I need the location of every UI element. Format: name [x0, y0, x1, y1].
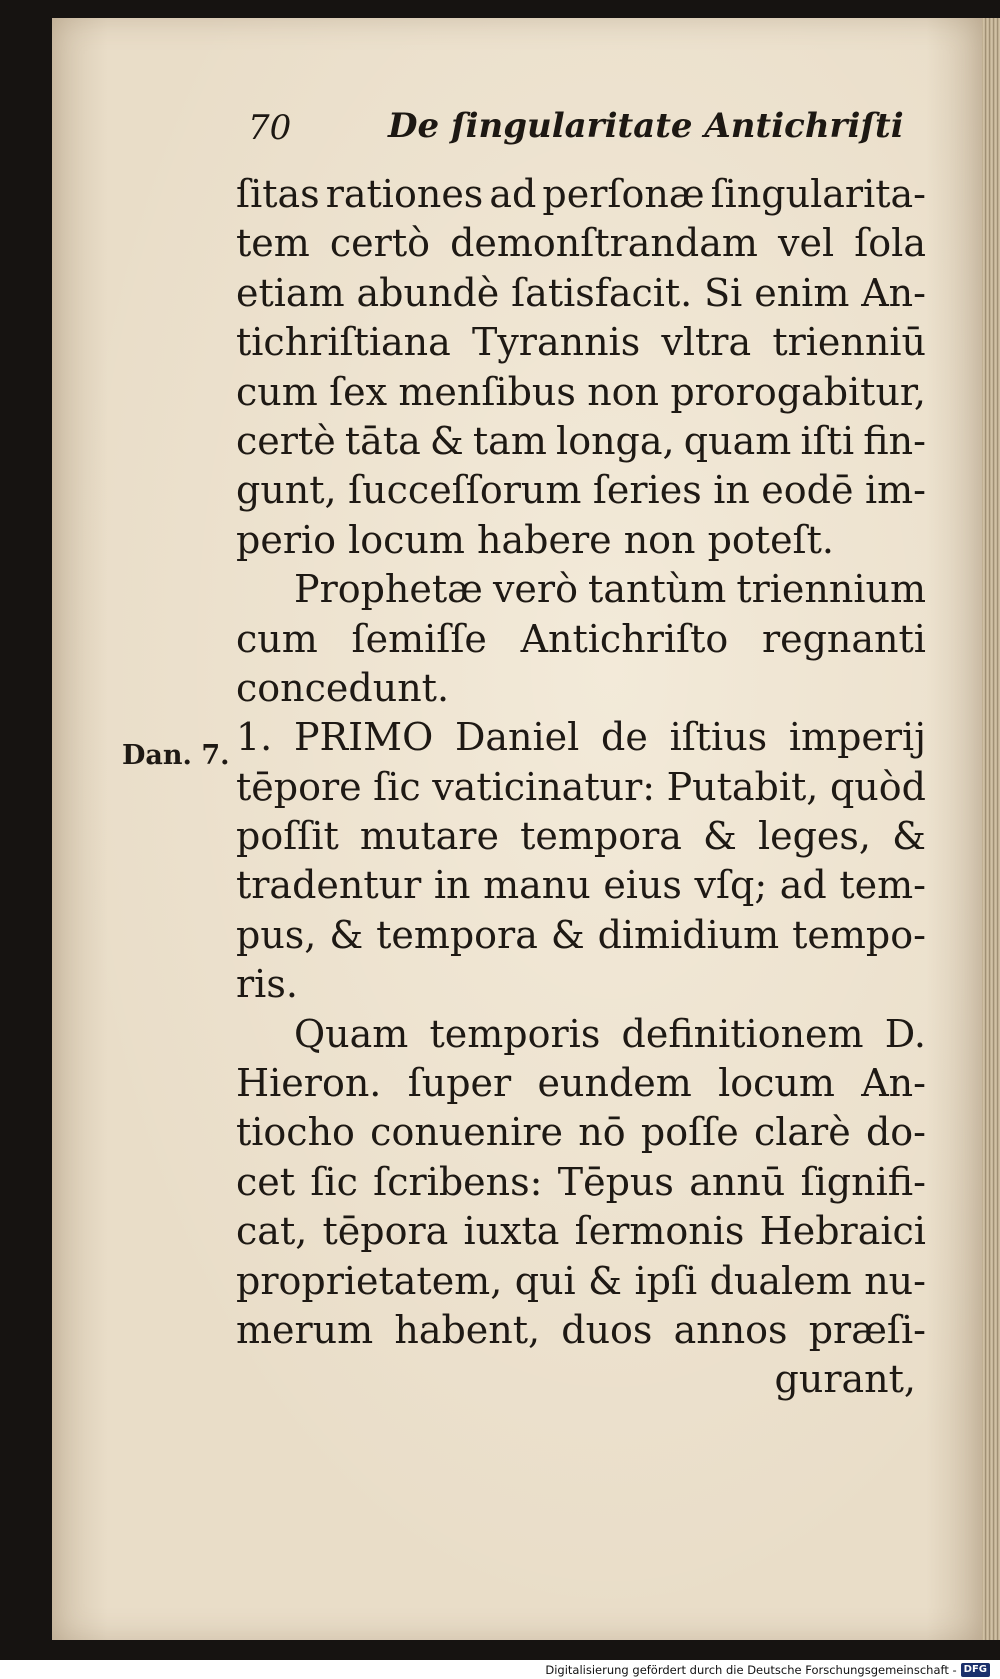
word: ſucceſſorum: [348, 468, 582, 513]
word: iſtius: [669, 715, 768, 760]
page-number: 70: [248, 108, 292, 148]
word: iſti: [800, 418, 855, 463]
word: ſola: [854, 221, 926, 266]
word: nu-: [864, 1258, 926, 1303]
word: annos: [673, 1307, 788, 1352]
word: manu: [483, 863, 591, 908]
word: tantùm: [588, 567, 727, 612]
word: eius: [603, 863, 682, 908]
word: enim: [754, 270, 850, 315]
word: abundè: [356, 270, 500, 315]
word: trienniū: [772, 320, 926, 365]
word: tem: [236, 221, 310, 266]
word: &: [550, 912, 585, 957]
word: clarè: [753, 1110, 851, 1155]
word: tēpora: [322, 1209, 449, 1254]
word: Hieron.: [236, 1061, 382, 1106]
word: ſex: [329, 369, 388, 414]
word: definitionem: [621, 1011, 864, 1056]
word: perio: [236, 517, 349, 562]
word: 1.: [236, 715, 273, 760]
text-line: [236, 960, 926, 1009]
word: fin-: [863, 418, 926, 463]
word: &: [429, 418, 464, 463]
text-line: [236, 170, 926, 219]
text-line: [236, 911, 926, 960]
word: certò: [329, 221, 430, 266]
word: temporis: [429, 1011, 601, 1056]
word: iuxta: [463, 1209, 560, 1254]
word: non: [587, 369, 660, 414]
word: Hebraici: [759, 1209, 926, 1254]
text-line: [236, 861, 926, 910]
word: ad: [779, 863, 827, 908]
word: dimidium: [597, 912, 780, 957]
word: &: [329, 912, 364, 957]
credit-text: Digitalisierung gefördert durch die Deutsche Forschungsgemeinschaft -: [545, 1663, 957, 1677]
word: demonſtrandam: [450, 221, 758, 266]
word: prorogabitur,: [670, 369, 926, 414]
word: Tēpus: [557, 1159, 674, 1204]
word: regnanti: [761, 616, 926, 661]
word: vltra: [661, 320, 752, 365]
word: tradentur: [236, 863, 422, 908]
word: qui: [514, 1258, 576, 1303]
word: cum: [236, 369, 318, 414]
text-line: [236, 368, 926, 417]
text-line: [236, 219, 926, 268]
word: merum: [236, 1307, 374, 1352]
text-line: [236, 1158, 926, 1207]
word: perſonæ: [542, 172, 705, 216]
running-title: De ſingularitate Antichriſti: [388, 106, 904, 146]
text-line: [236, 1108, 926, 1157]
word: annū: [689, 1159, 786, 1204]
text-line: [236, 812, 926, 861]
word: poſſe: [640, 1110, 739, 1155]
running-head: [248, 104, 904, 154]
word: Antichriſto: [520, 616, 729, 661]
word: duos: [561, 1307, 653, 1352]
word: habent,: [394, 1307, 541, 1352]
digitization-credit: [545, 1662, 990, 1678]
word: habere: [477, 517, 624, 562]
text-line: [236, 1207, 926, 1256]
word: tempo-: [792, 912, 926, 957]
word: vaticinatur:: [432, 764, 656, 809]
word: rationes: [325, 172, 484, 216]
word: leges,: [757, 814, 871, 859]
word: etiam: [236, 270, 345, 315]
word: tam: [472, 418, 547, 463]
word: PRIMO: [293, 715, 434, 760]
text-line: [236, 1010, 926, 1059]
word: ad: [489, 172, 537, 216]
word: tempora: [376, 912, 538, 957]
word: tichriſtiana: [236, 320, 451, 365]
word: cum: [236, 616, 318, 661]
text-line: [236, 763, 926, 812]
word: do-: [865, 1110, 926, 1155]
word: ſignifi-: [800, 1159, 926, 1204]
word: gunt,: [236, 468, 337, 513]
word: poteſt.: [707, 517, 834, 562]
word: longa,: [556, 418, 675, 463]
word: Prophetæ: [294, 567, 483, 612]
word: ſitas: [236, 172, 320, 216]
text-line: [236, 1059, 926, 1108]
text-line: [236, 664, 926, 713]
word: ſermonis: [574, 1209, 745, 1254]
text-line: [236, 466, 926, 515]
text-line: [236, 516, 926, 565]
catchword: gurant,: [774, 1357, 916, 1402]
word: eodē: [761, 468, 854, 513]
word: cat,: [236, 1209, 308, 1254]
text-line: [236, 565, 926, 614]
text-line: [236, 713, 926, 762]
word: An-: [861, 1061, 926, 1106]
word: in: [713, 468, 750, 513]
word: cet: [236, 1159, 296, 1204]
word: verò: [492, 567, 578, 612]
word: quòd: [829, 764, 926, 809]
word: certè: [236, 418, 336, 463]
word: præſi-: [808, 1307, 926, 1352]
word: tēpore: [236, 764, 362, 809]
word: in: [433, 863, 471, 908]
word: poſſit: [236, 814, 339, 859]
word: D.: [884, 1011, 926, 1056]
word: &: [703, 814, 737, 859]
word: ipſi: [634, 1258, 698, 1303]
word: eundem: [537, 1061, 692, 1106]
word: nō: [578, 1110, 626, 1155]
margin-note: Dan. 7.: [122, 740, 230, 771]
word: tiocho: [236, 1110, 355, 1155]
word: pus,: [236, 912, 317, 957]
word: ſingularita-: [710, 172, 926, 216]
text-line: [236, 318, 926, 367]
word: ſcribens:: [373, 1159, 543, 1204]
main-text: [236, 170, 926, 1405]
text-line: [236, 1257, 926, 1306]
word: conuenire: [370, 1110, 564, 1155]
word: ſemiſſe: [351, 616, 487, 661]
word: tem-: [839, 863, 926, 908]
word: concedunt.: [236, 665, 450, 710]
word: imperij: [788, 715, 926, 760]
word: tempora: [520, 814, 682, 859]
word: Daniel: [454, 715, 580, 760]
word: vſq;: [694, 863, 768, 908]
text-line: [236, 417, 926, 466]
word: im-: [864, 468, 926, 513]
word: ſuper: [407, 1061, 512, 1106]
page-edge: [982, 18, 1000, 1640]
word: non: [623, 517, 708, 562]
word: dualem: [709, 1258, 852, 1303]
word: Tyrannis: [471, 320, 641, 365]
word: &: [588, 1258, 622, 1303]
word: de: [601, 715, 648, 760]
text-line: [236, 269, 926, 318]
word: tāta: [344, 418, 421, 463]
word: ſeries: [592, 468, 702, 513]
word: ſatisfacit.: [511, 270, 693, 315]
text-line: [236, 615, 926, 664]
text-line: [236, 1306, 926, 1355]
word: Putabit,: [666, 764, 819, 809]
word: quam: [683, 418, 792, 463]
word: vel: [778, 221, 835, 266]
word: triennium: [736, 567, 926, 612]
word: &: [892, 814, 926, 859]
word: Si: [704, 270, 743, 315]
word: mutare: [359, 814, 499, 859]
word: ſic: [373, 764, 421, 809]
word: An-: [861, 270, 926, 315]
word: locum: [718, 1061, 835, 1106]
dfg-logo: DFG: [961, 1663, 990, 1677]
word: proprietatem,: [236, 1258, 503, 1303]
word: locum: [348, 517, 477, 562]
word: Quam: [294, 1011, 409, 1056]
word: ſic: [310, 1159, 358, 1204]
word: menſibus: [398, 369, 576, 414]
word: ris.: [236, 962, 298, 1007]
